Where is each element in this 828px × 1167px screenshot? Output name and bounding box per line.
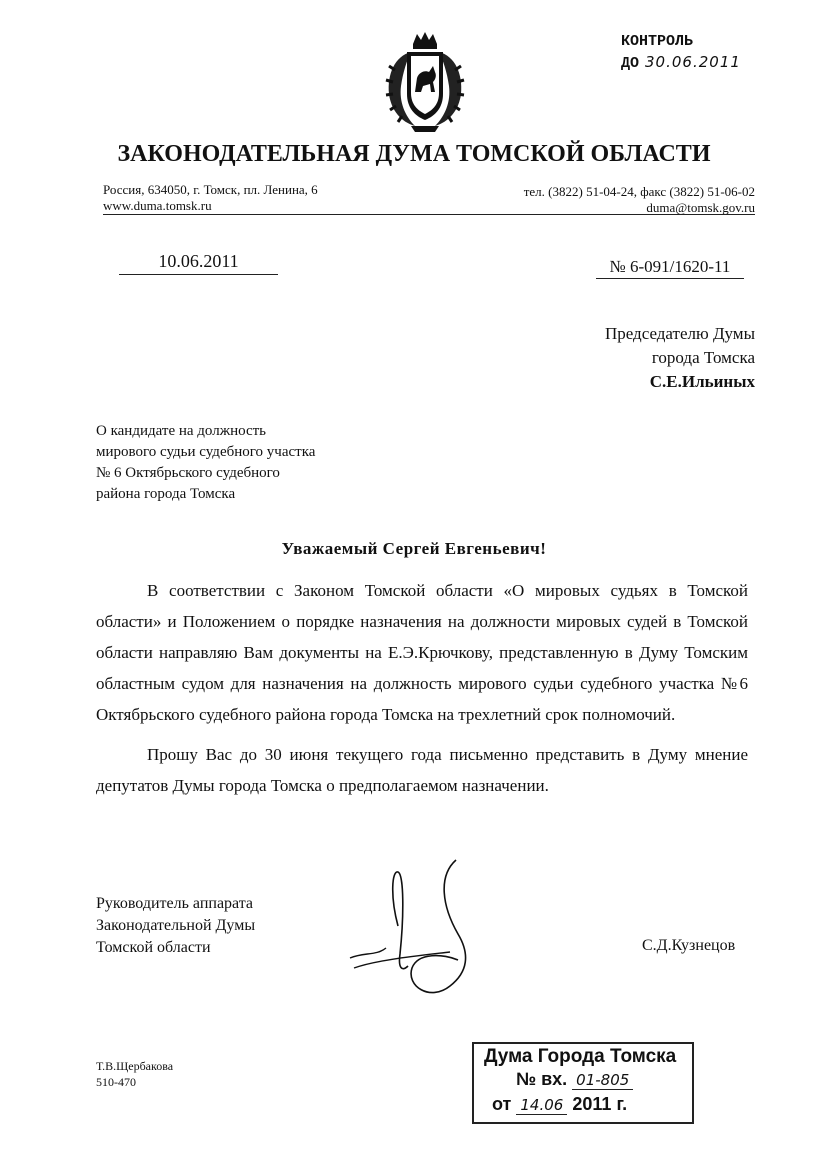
salutation: Уважаемый Сергей Евгеньевич! — [281, 539, 547, 558]
subject-line: мирового судьи судебного участка — [96, 444, 316, 460]
stamp-from-label: от — [492, 1094, 512, 1114]
stamp-incoming-number: 01-805 — [572, 1071, 633, 1090]
control-until-date: 30.06.2011 — [645, 53, 741, 71]
letter-body — [96, 575, 748, 810]
recipient-line1: Председателю Думы — [604, 324, 755, 343]
stamp-title: Дума Города Томска — [484, 1046, 677, 1067]
org-name: ЗАКОНОДАТЕЛЬНАЯ ДУМА ТОМСКОЙ ОБЛАСТИ — [117, 141, 711, 167]
signatory-line3: Томской области — [96, 939, 211, 956]
stamp-incoming-label: № вх. — [516, 1069, 568, 1089]
signatory-line2: Законодательной Думы — [96, 917, 256, 934]
org-website: www.duma.tomsk.ru — [103, 198, 212, 213]
org-address-block — [103, 182, 318, 214]
header-divider — [103, 214, 755, 215]
recipient-block — [605, 322, 755, 394]
coat-of-arms-icon — [381, 30, 469, 138]
subject-line: района города Томска — [96, 486, 236, 502]
executor-phone: 510-470 — [96, 1075, 136, 1089]
signatory-title — [96, 893, 255, 959]
stamp-incoming — [516, 1069, 633, 1090]
registration-stamp — [472, 1042, 694, 1124]
document-date: 10.06.2011 — [119, 251, 278, 275]
handwritten-signature — [346, 856, 496, 1006]
org-phone: тел. (3822) 51-04-24, факс (3822) 51-06-02 — [523, 184, 755, 199]
control-stamp — [621, 32, 741, 74]
org-email: duma@tomsk.gov.ru — [646, 200, 755, 215]
org-address: Россия, 634050, г. Томск, пл. Ленина, 6 — [103, 182, 318, 197]
subject-block — [96, 421, 315, 505]
signatory-line1: Руководитель аппарата — [96, 895, 254, 912]
recipient-name: С.Е.Ильиных — [649, 372, 755, 391]
control-label: КОНТРОЛЬ — [621, 33, 694, 50]
subject-line: О кандидате на должность — [96, 423, 267, 439]
org-contacts-block — [524, 184, 755, 216]
control-until-label: ДО — [621, 55, 640, 72]
signatory-name: С.Д.Кузнецов — [642, 937, 736, 954]
subject-line: № 6 Октябрьского судебного — [96, 465, 280, 481]
document-number: № 6-091/1620-11 — [596, 257, 744, 279]
recipient-line2: города Томска — [651, 348, 755, 367]
control-until — [621, 52, 741, 74]
stamp-year: 2011 — [572, 1094, 612, 1114]
stamp-year-suffix: г. — [616, 1094, 628, 1114]
body-paragraph-1: В соответствии с Законом Томской области «О мировых судьях в Томской области» и Положением о порядке назначения на должности мировых судей в Томской области направляю Вам документы на Е.Э.Крючкову, представленную в Думу Томским областным судом для назначения на должность мирового судьи судебного участка №6 Октябрьского судебного района города Томска на трехлетний срок полномочий. — [96, 581, 748, 724]
stamp-date — [492, 1094, 627, 1115]
stamp-from-date: 14.06 — [516, 1096, 567, 1115]
executor-block — [96, 1058, 173, 1090]
body-paragraph-2: Прошу Вас до 30 июня текущего года письменно представить в Думу мнение депутатов Думы города Томска о предполагаемом назначении. — [96, 745, 748, 795]
executor-name: Т.В.Щербакова — [96, 1059, 174, 1073]
